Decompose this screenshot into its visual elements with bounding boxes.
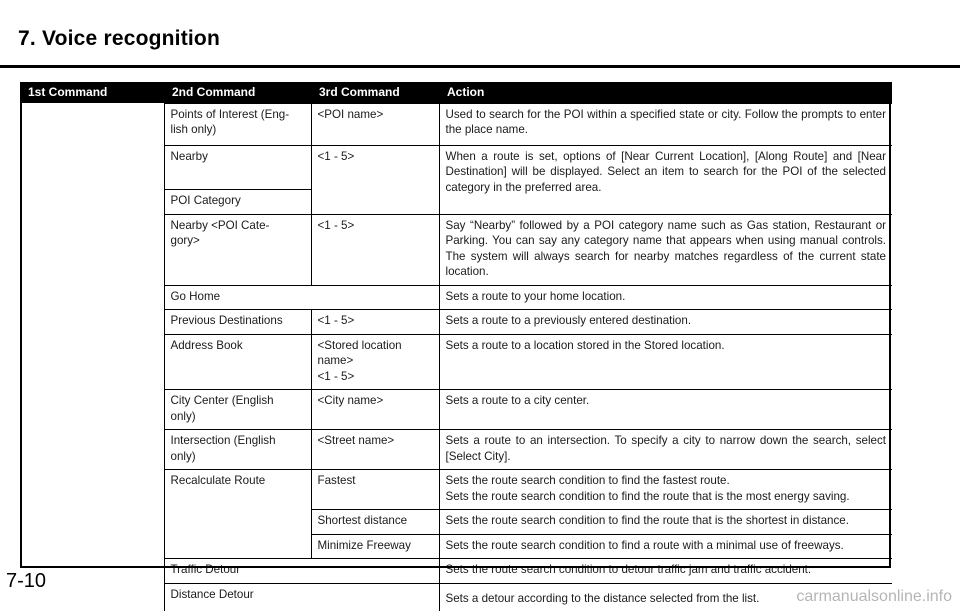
- third-command: Minimize Freeway: [311, 534, 439, 559]
- page-number: 7-10: [6, 570, 47, 592]
- action-text: Sets a detour according to the distance selected from the list.: [439, 583, 892, 611]
- action-text: Say “Nearby” followed by a POI category name such as Gas station, Restaurant or Parking. You can say any category name that appears when using manual controls. The system will always search for nearby matches regardless of the current state location.: [439, 214, 892, 285]
- action-text: Sets the route search condition to detour traffic jam and traffic accident.: [439, 559, 892, 584]
- third-command: <1 - 5>: [311, 214, 439, 285]
- table-row: [20, 103, 892, 145]
- watermark: carmanualsonline.info: [796, 588, 952, 605]
- second-command: Address Book: [164, 334, 311, 390]
- second-command: Nearby: [164, 145, 311, 189]
- header-rule: [0, 65, 960, 68]
- header-2nd-command: 2nd Command: [164, 82, 311, 103]
- action-text: Sets a route to your home location.: [439, 285, 892, 310]
- third-command: Shortest distance: [311, 510, 439, 535]
- third-command: <City name>: [311, 390, 439, 430]
- action-text: Sets the route search condition to find the fastest route. Sets the route search condition to find the route that is the most energy saving.: [439, 470, 892, 510]
- second-command: POI Category: [164, 189, 311, 214]
- third-command: <Stored location name> <1 - 5>: [311, 334, 439, 390]
- header-3rd-command: 3rd Command: [311, 82, 439, 103]
- second-command: Previous Destinations: [164, 310, 311, 335]
- second-command: Recalculate Route: [164, 470, 311, 559]
- action-text: Sets a route to a location stored in the Stored location.: [439, 334, 892, 390]
- second-command: Distance Detour: [164, 583, 439, 611]
- page-title: 7. Voice recognition: [18, 27, 220, 50]
- third-command: <1 - 5>: [311, 310, 439, 335]
- action-text: Sets a route to a city center.: [439, 390, 892, 430]
- second-command: Points of Interest (Eng- lish only): [164, 103, 311, 145]
- second-command: Traffic Detour: [164, 559, 439, 584]
- second-command: Nearby <POI Cate- gory>: [164, 214, 311, 285]
- first-command-cell: [20, 103, 164, 611]
- second-command: Intersection (English only): [164, 430, 311, 470]
- header-1st-command: 1st Command: [20, 82, 164, 103]
- command-table: [20, 82, 892, 611]
- action-text: Used to search for the POI within a specified state or city. Follow the prompts to enter the place name.: [439, 103, 892, 145]
- third-command: Fastest: [311, 470, 439, 510]
- third-command: <Street name>: [311, 430, 439, 470]
- action-text: Sets the route search condition to find the route that is the shortest in distance.: [439, 510, 892, 535]
- third-command: <1 - 5>: [311, 145, 439, 214]
- second-command: Go Home: [164, 285, 439, 310]
- action-text: Sets a route to an intersection. To specify a city to narrow down the search, select [Select City].: [439, 430, 892, 470]
- header-action: Action: [439, 82, 892, 103]
- action-text: Sets the route search condition to find a route with a minimal use of freeways.: [439, 534, 892, 559]
- action-text: Sets a route to a previously entered destination.: [439, 310, 892, 335]
- second-command: City Center (English only): [164, 390, 311, 430]
- action-text: When a route is set, options of [Near Current Location], [Along Route] and [Near Destination] will be displayed. Select an item to search for the POI of the selected category in the preferred area.: [439, 145, 892, 214]
- table-header-row: [20, 82, 892, 103]
- third-command: <POI name>: [311, 103, 439, 145]
